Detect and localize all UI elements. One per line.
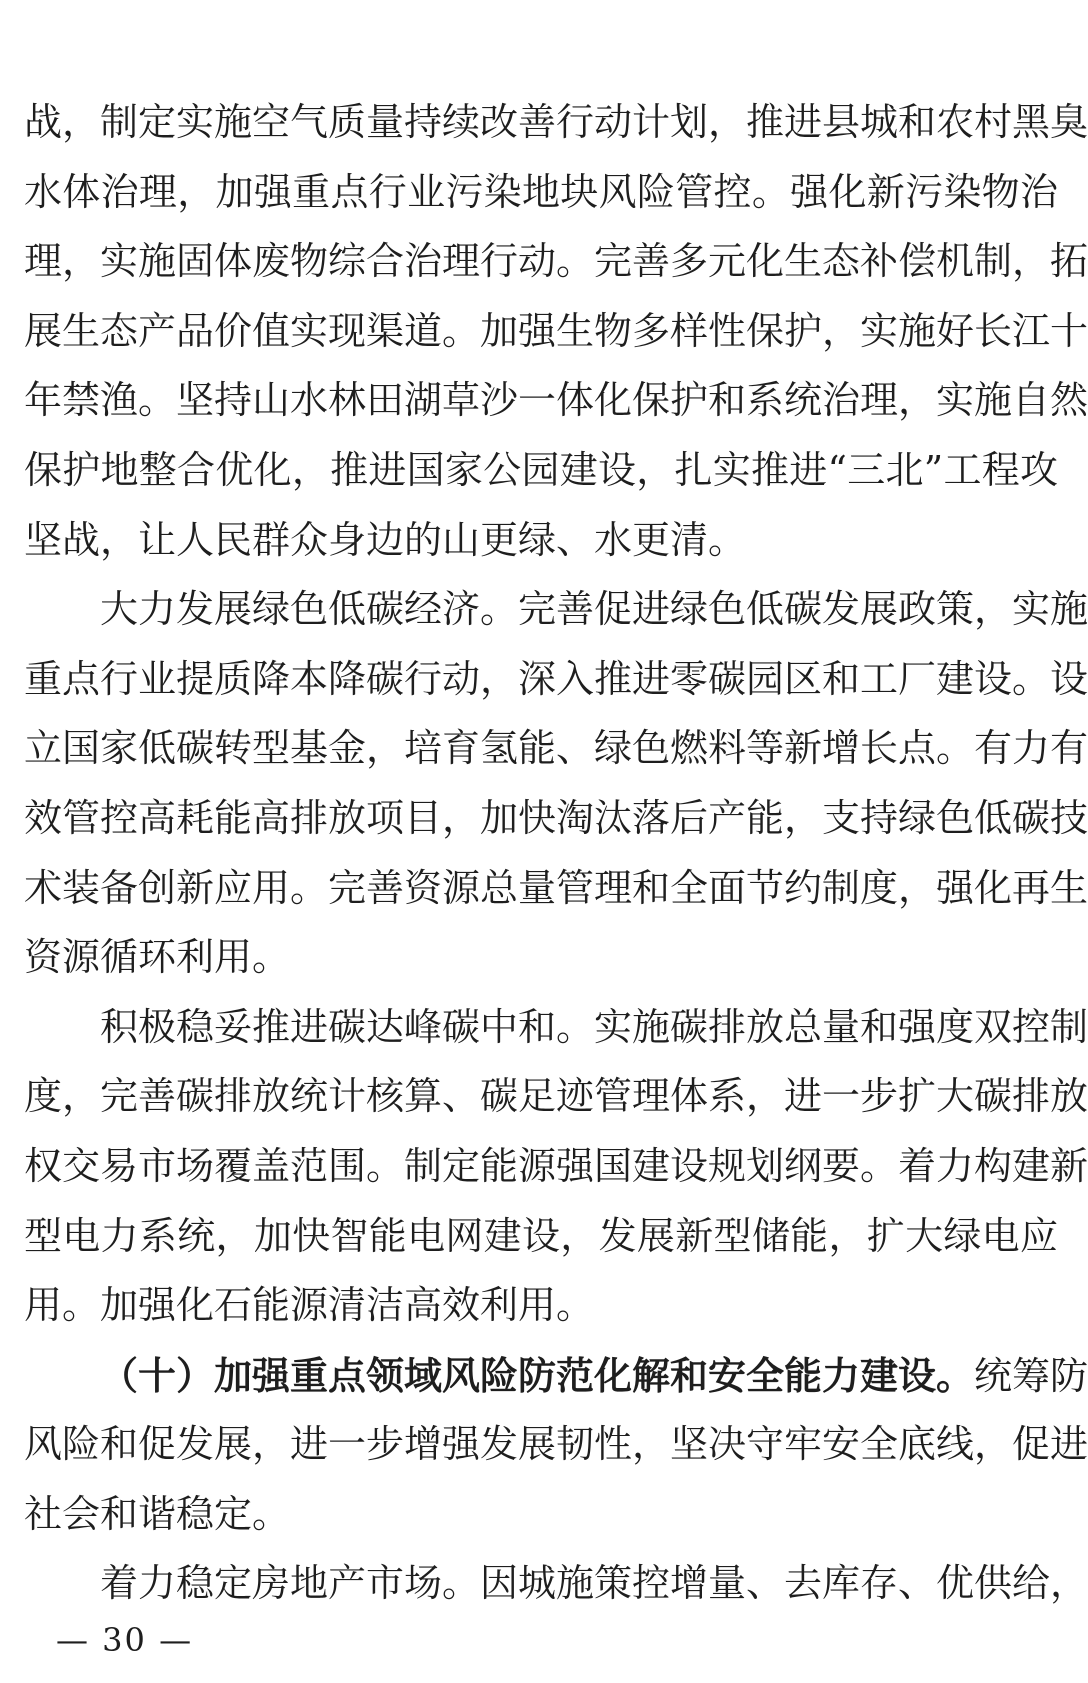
text-line <box>24 297 1088 367</box>
document-page <box>24 88 1088 1619</box>
text-line <box>24 993 1088 1063</box>
line-text: 战，制定实施空气质量持续改善行动计划，推进县城和农村黑臭 <box>24 100 1088 144</box>
line-text: 用。加强化石能源清洁高效利用。 <box>24 1283 595 1328</box>
text-line <box>24 645 1088 715</box>
line-text: 效管控高耗能高排放项目，加快淘汰落后产能，支持绿色低碳技 <box>24 795 1088 840</box>
text-line <box>24 784 1088 854</box>
line-text: 水体治理，加强重点行业污染地块风险管控。强化新污染物治 <box>24 169 1058 214</box>
text-line <box>24 854 1088 924</box>
text-line <box>24 714 1088 784</box>
line-text: 重点行业提质降本降碳行动，深入推进零碳园区和工厂建设。设 <box>24 656 1088 701</box>
line-text: 积极稳妥推进碳达峰碳中和。实施碳排放总量和强度双控制 <box>100 1004 1088 1049</box>
line-text: 术装备创新应用。完善资源总量管理和全面节约制度，强化再生 <box>24 865 1088 910</box>
line-text: 统筹防 <box>974 1353 1088 1398</box>
text-line <box>24 575 1088 645</box>
line-text: 型电力系统，加快智能电网建设，发展新型储能，扩大绿电应 <box>24 1213 1058 1258</box>
line-text: 理，实施固体废物综合治理行动。完善多元化生态补偿机制，拓 <box>24 239 1088 284</box>
line-text: 权交易市场覆盖范围。制定能源强国建设规划纲要。着力构建新 <box>24 1143 1088 1188</box>
line-text: 社会和谐稳定。 <box>24 1491 291 1536</box>
text-line <box>24 227 1088 297</box>
line-text: 资源循环利用。 <box>24 935 291 980</box>
text-line <box>24 1341 1088 1411</box>
line-text: 保护地整合优化，推进国家公园建设，扎实推进“三北”工程攻 <box>24 447 1058 492</box>
text-line <box>24 88 1088 158</box>
line-text: 立国家低碳转型基金，培育氢能、绿色燃料等新增长点。有力有 <box>24 726 1088 771</box>
line-text: 着力稳定房地产市场。因城施策控增量、去库存、优供给， <box>100 1561 1088 1606</box>
page-number: — 30 — <box>56 1621 194 1659</box>
text-line <box>24 1062 1088 1132</box>
text-line <box>24 1480 1058 1550</box>
line-text: 风险和促发展，进一步增强发展韧性，坚决守牢安全底线，促进 <box>24 1422 1088 1467</box>
line-text: 坚战，让人民群众身边的山更绿、水更清。 <box>24 517 747 562</box>
line-text: 年禁渔。坚持山水林田湖草沙一体化保护和系统治理，实施自然 <box>24 378 1088 423</box>
text-line <box>24 1410 1088 1480</box>
line-text: 大力发展绿色低碳经济。完善促进绿色低碳发展政策，实施 <box>100 587 1088 632</box>
text-line <box>24 158 1058 228</box>
text-line <box>24 506 1058 576</box>
text-line <box>24 436 1058 506</box>
text-line <box>24 923 1058 993</box>
text-line <box>24 1271 1058 1341</box>
section-heading: （十）加强重点领域风险防范化解和安全能力建设。 <box>100 1352 975 1398</box>
line-text: 展生态产品价值实现渠道。加强生物多样性保护，实施好长江十 <box>24 308 1088 353</box>
text-line <box>24 1132 1088 1202</box>
text-line <box>24 1202 1058 1272</box>
text-line <box>24 366 1088 436</box>
line-text: 度，完善碳排放统计核算、碳足迹管理体系，进一步扩大碳排放 <box>24 1074 1088 1119</box>
text-line <box>24 1549 1088 1619</box>
